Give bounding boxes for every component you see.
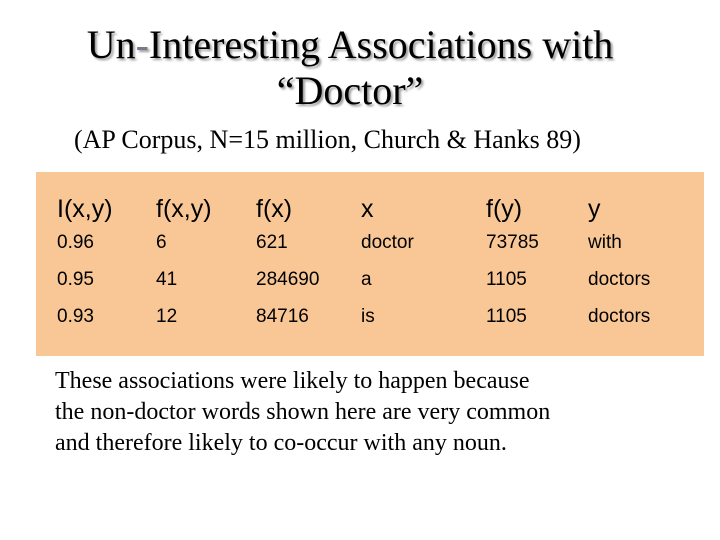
- explanation-line: and therefore likely to co-occur with any noun.: [55, 430, 507, 456]
- cell-fy: 1105: [486, 269, 527, 290]
- cell-ixy: 0.95: [57, 269, 94, 290]
- header-y: y: [588, 195, 601, 223]
- cell-fxy: 6: [156, 232, 167, 253]
- cell-ixy: 0.93: [57, 306, 94, 327]
- header-fx: f(x): [256, 195, 293, 223]
- cell-fx: 621: [256, 232, 288, 253]
- explanation-text: [55, 366, 675, 459]
- header-x: x: [361, 195, 374, 223]
- cell-x: is: [361, 306, 375, 327]
- cell-fy: 73785: [486, 232, 539, 253]
- title-part2: Interesting Associations with: [148, 22, 614, 67]
- cell-fxy: 41: [156, 269, 178, 290]
- title-dash: -: [135, 22, 149, 67]
- cell-x: a: [361, 269, 372, 290]
- cell-y: with: [588, 232, 622, 253]
- cell-fy: 1105: [486, 306, 527, 327]
- header-ixy: I(x,y): [57, 195, 113, 223]
- explanation-line: These associations were likely to happen because: [55, 368, 530, 394]
- title-part1: Un: [86, 22, 136, 67]
- cell-x: doctor: [361, 232, 414, 253]
- cell-fx: 284690: [256, 269, 320, 290]
- explanation-line: the non-doctor words shown here are very common: [55, 399, 551, 425]
- subtitle: (AP Corpus, N=15 million, Church & Hanks 89): [74, 125, 581, 154]
- header-fxy: f(x,y): [156, 195, 212, 223]
- slide-title: [0, 22, 700, 114]
- cell-fxy: 12: [156, 306, 178, 327]
- cell-ixy: 0.96: [57, 232, 94, 253]
- cell-fx: 84716: [256, 306, 309, 327]
- title-line2: “Doctor”: [276, 68, 424, 113]
- cell-y: doctors: [588, 269, 651, 290]
- header-fy: f(y): [486, 195, 523, 223]
- cell-y: doctors: [588, 306, 651, 327]
